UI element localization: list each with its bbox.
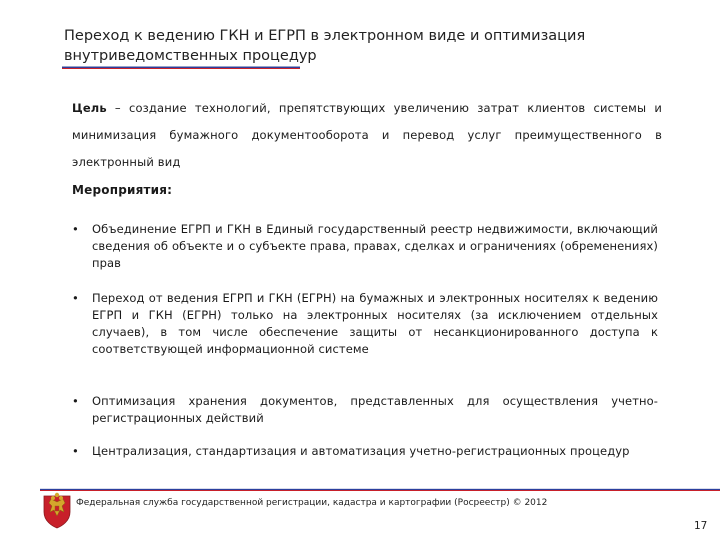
- footer-red-stripe: [40, 490, 720, 491]
- bullet-icon: •: [72, 444, 79, 458]
- list-item-text: Оптимизация хранения документов, представленных для осуществления учетно-регистрационных действий: [92, 394, 658, 425]
- goal-text: – создание технологий, препятствующих увеличению затрат клиентов системы и минимизация бумажного документооборота и перевод услуг преимущественного в электронный вид: [72, 101, 662, 169]
- underline-red-stripe: [62, 68, 300, 69]
- measures-heading: Мероприятия:: [72, 183, 173, 197]
- bullet-icon: •: [72, 222, 79, 236]
- bullet-icon: •: [72, 394, 79, 408]
- coat-of-arms-icon: [40, 490, 74, 530]
- page-number: 17: [694, 520, 708, 532]
- footer-tricolor-line: [40, 488, 720, 491]
- footer-text: Федеральная служба государственной регистрации, кадастра и картографии (Росреестр) © 2012: [76, 498, 548, 508]
- goal-paragraph: [72, 95, 662, 176]
- list-item-text: Объединение ЕГРП и ГКН в Единый государственный реестр недвижимости, включающий сведения об объекте и о субъекте права, правах, сделках и ограничениях (обременениях) прав: [92, 222, 658, 270]
- list-item-text: Централизация, стандартизация и автоматизация учетно-регистрационных процедур: [92, 444, 630, 458]
- goal-label: Цель: [72, 101, 107, 115]
- bullet-icon: •: [72, 291, 79, 305]
- list-item-text: Переход от ведения ЕГРП и ГКН (ЕГРН) на бумажных и электронных носителях к ведению ЕГРП и ГКН (ЕГРН) только на электронных носителях (за исключением отдельных случаев), в том числе обеспечение защиты от несанкционированного доступа к соответствующей информационной системе: [92, 291, 658, 356]
- title-underline: [62, 66, 300, 69]
- slide-title: Переход к ведению ГКН и ЕГРП в электронном виде и оптимизация внутриведомственных процедур: [64, 28, 586, 64]
